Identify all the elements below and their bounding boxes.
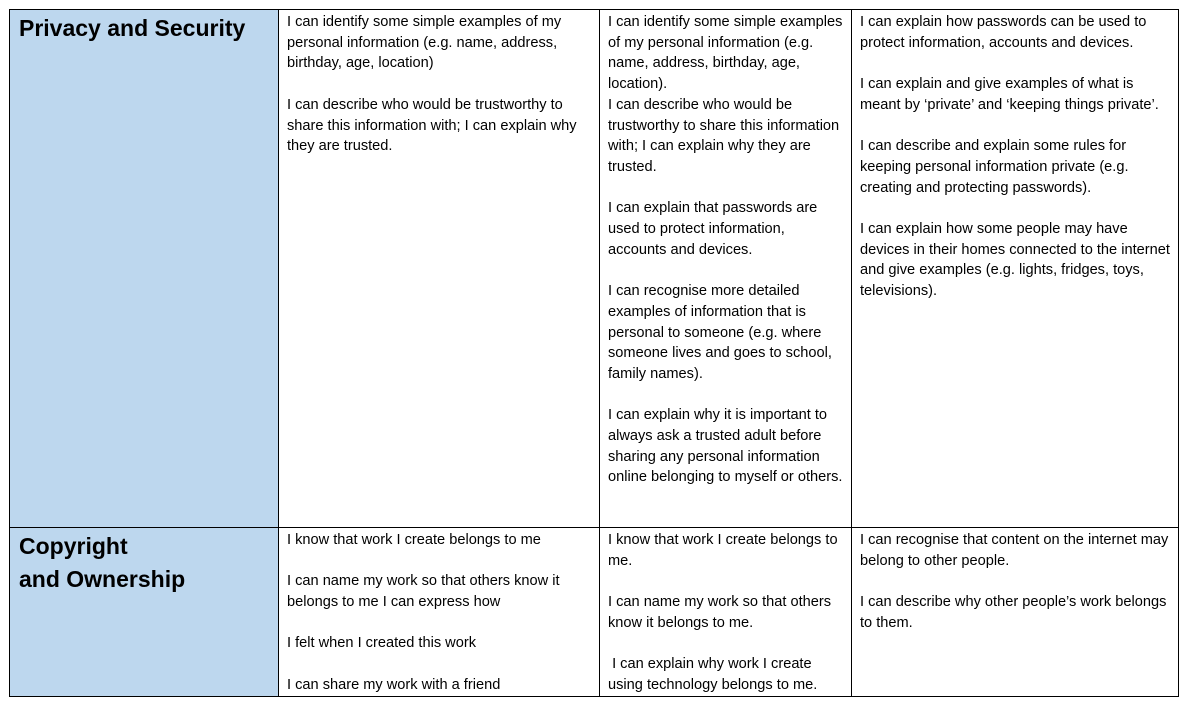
cell-paragraph: I know that work I create belongs to me: [287, 532, 541, 548]
cell-paragraph: I can identify some simple examples of my personal information (e.g. name, address, birthday, age, location): [287, 14, 566, 72]
row-heading-copyright-ownership: [10, 528, 279, 697]
row-heading-privacy-security: [10, 10, 279, 528]
table-cell: [852, 10, 1179, 528]
cell-paragraph: I can name my work so that others know it belongs to me I can express how: [287, 573, 564, 611]
table-cell: [852, 528, 1179, 697]
cell-paragraph: I can describe and explain some rules for keeping personal information private (e.g. creating and protecting passwords).: [860, 138, 1133, 196]
cell-paragraph: I can explain why work I create using technology belongs to me.: [608, 656, 818, 693]
table-cell: [279, 10, 600, 528]
row-heading-text: Privacy and Security: [19, 15, 246, 41]
table-cell: [600, 10, 852, 528]
cell-paragraph: I can explain how some people may have devices in their homes connected to the internet and give examples (e.g. lights, fridges, toys, televisions).: [860, 220, 1174, 300]
cell-paragraph: I can describe who would be trustworthy to share this information with; I can explain why they are trusted.: [608, 96, 844, 175]
table-row: [10, 528, 1179, 697]
cell-paragraph: I can explain that passwords are used to protect information, accounts and devices.: [608, 200, 822, 258]
cell-paragraph: I felt when I created this work: [287, 635, 476, 652]
cell-paragraph: I can identify some simple examples of my personal information (e.g. name, address, birthday, age, location).: [608, 14, 847, 93]
row-heading-text: and Ownership: [19, 566, 186, 592]
cell-paragraph: I can explain and give examples of what is meant by ‘private’ and ‘keeping things private’.: [860, 76, 1159, 113]
cell-paragraph: I can explain how passwords can be used to protect information, accounts and devices.: [860, 14, 1151, 51]
cell-paragraph: I can share my work with a friend: [287, 676, 501, 693]
row-heading-text: Copyright: [19, 533, 128, 559]
cell-paragraph: I can recognise that content on the internet may belong to other people.: [860, 532, 1173, 569]
cell-paragraph: I can explain why it is important to always ask a trusted adult before sharing any personal information online belonging to myself or others.: [608, 407, 843, 486]
cell-paragraph: I can describe why other people’s work belongs to them.: [860, 594, 1171, 631]
cell-paragraph: I can describe who would be trustworthy to share this information with; I can explain why they are trusted.: [287, 96, 581, 155]
table-cell: [279, 528, 600, 697]
cell-paragraph: I can name my work so that others know it belongs to me.: [608, 594, 836, 631]
table-row: [10, 10, 1179, 528]
table-cell: [600, 528, 852, 697]
curriculum-table: [9, 9, 1179, 697]
cell-paragraph: I can recognise more detailed examples of information that is personal to someone (e.g. where someone lives and goes to school, family names).: [608, 283, 836, 382]
cell-paragraph: I know that work I create belongs to me.: [608, 532, 842, 569]
